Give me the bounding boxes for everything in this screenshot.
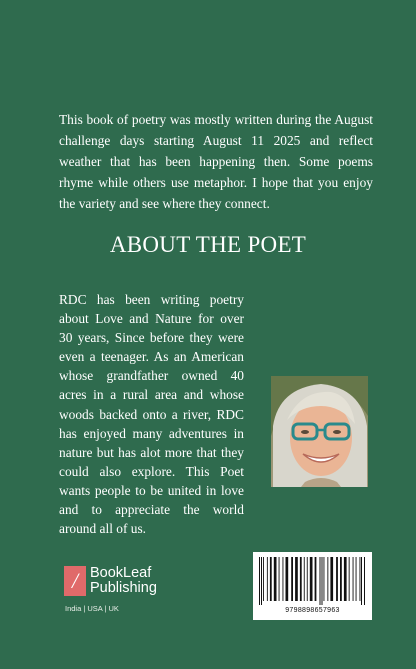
barcode-bar	[291, 557, 293, 601]
isbn-number: 9798898657963	[285, 607, 340, 614]
barcode-bar	[261, 557, 262, 605]
barcode-bar	[327, 557, 328, 601]
barcode-bar	[274, 557, 277, 601]
barcode-bar	[295, 557, 298, 601]
barcode-bar	[310, 557, 313, 601]
publisher-logo	[64, 566, 194, 616]
barcode-bar	[315, 557, 317, 601]
barcode-bar	[320, 557, 321, 605]
publisher-name: BookLeaf	[90, 565, 152, 581]
barcode-bar	[336, 557, 338, 601]
barcode-bar	[267, 557, 268, 601]
barcode-bars	[259, 557, 366, 605]
barcode-bar	[283, 557, 284, 601]
barcode-bar	[259, 557, 260, 605]
barcode-bar	[361, 557, 362, 605]
barcode-bar	[263, 557, 264, 601]
barcode-bar	[286, 557, 289, 601]
isbn-barcode	[253, 552, 372, 620]
barcode-bar	[340, 557, 342, 601]
about-heading: ABOUT THE POET	[109, 232, 307, 257]
barcode-bar	[353, 557, 354, 601]
barcode-bar	[344, 557, 347, 601]
author-bio: RDC has been writing poetry about Love and Nature for over 30 years, Since before they were even a teenager. As an American whose grandfather owned 40 acres in a rural area and whose woods backed onto a river, RDC has enjoyed many adventures in nature but has alot more that they could also explore. This Poet wants people to be united in love and to appreciate the world around all of us.	[59, 292, 244, 537]
barcode-bar	[300, 557, 302, 601]
barcode-bar	[322, 557, 323, 605]
barcode-bar	[270, 557, 272, 601]
barcode-bar	[324, 557, 325, 601]
author-photo	[271, 376, 368, 487]
back-cover-blurb: This book of poetry was mostly written during the August challenge days starting August 11 2025 and reflect weather that has been happening then. Some poems rhyme while others use metaphor. I hope that you enjoy the variety and see where they connect.	[59, 112, 373, 211]
barcode-bar	[364, 557, 365, 605]
bookleaf-logo-slash: /	[71, 568, 79, 593]
barcode-bar	[356, 557, 357, 601]
publisher-regions: India | USA | UK	[65, 604, 119, 613]
barcode-bar	[279, 557, 280, 601]
barcode-bar	[349, 557, 350, 601]
barcode-bar	[304, 557, 305, 601]
barcode-bar	[307, 557, 308, 601]
barcode-bar	[360, 557, 361, 601]
publisher-name-line2: Publishing	[90, 580, 157, 596]
barcode-bar	[330, 557, 333, 601]
